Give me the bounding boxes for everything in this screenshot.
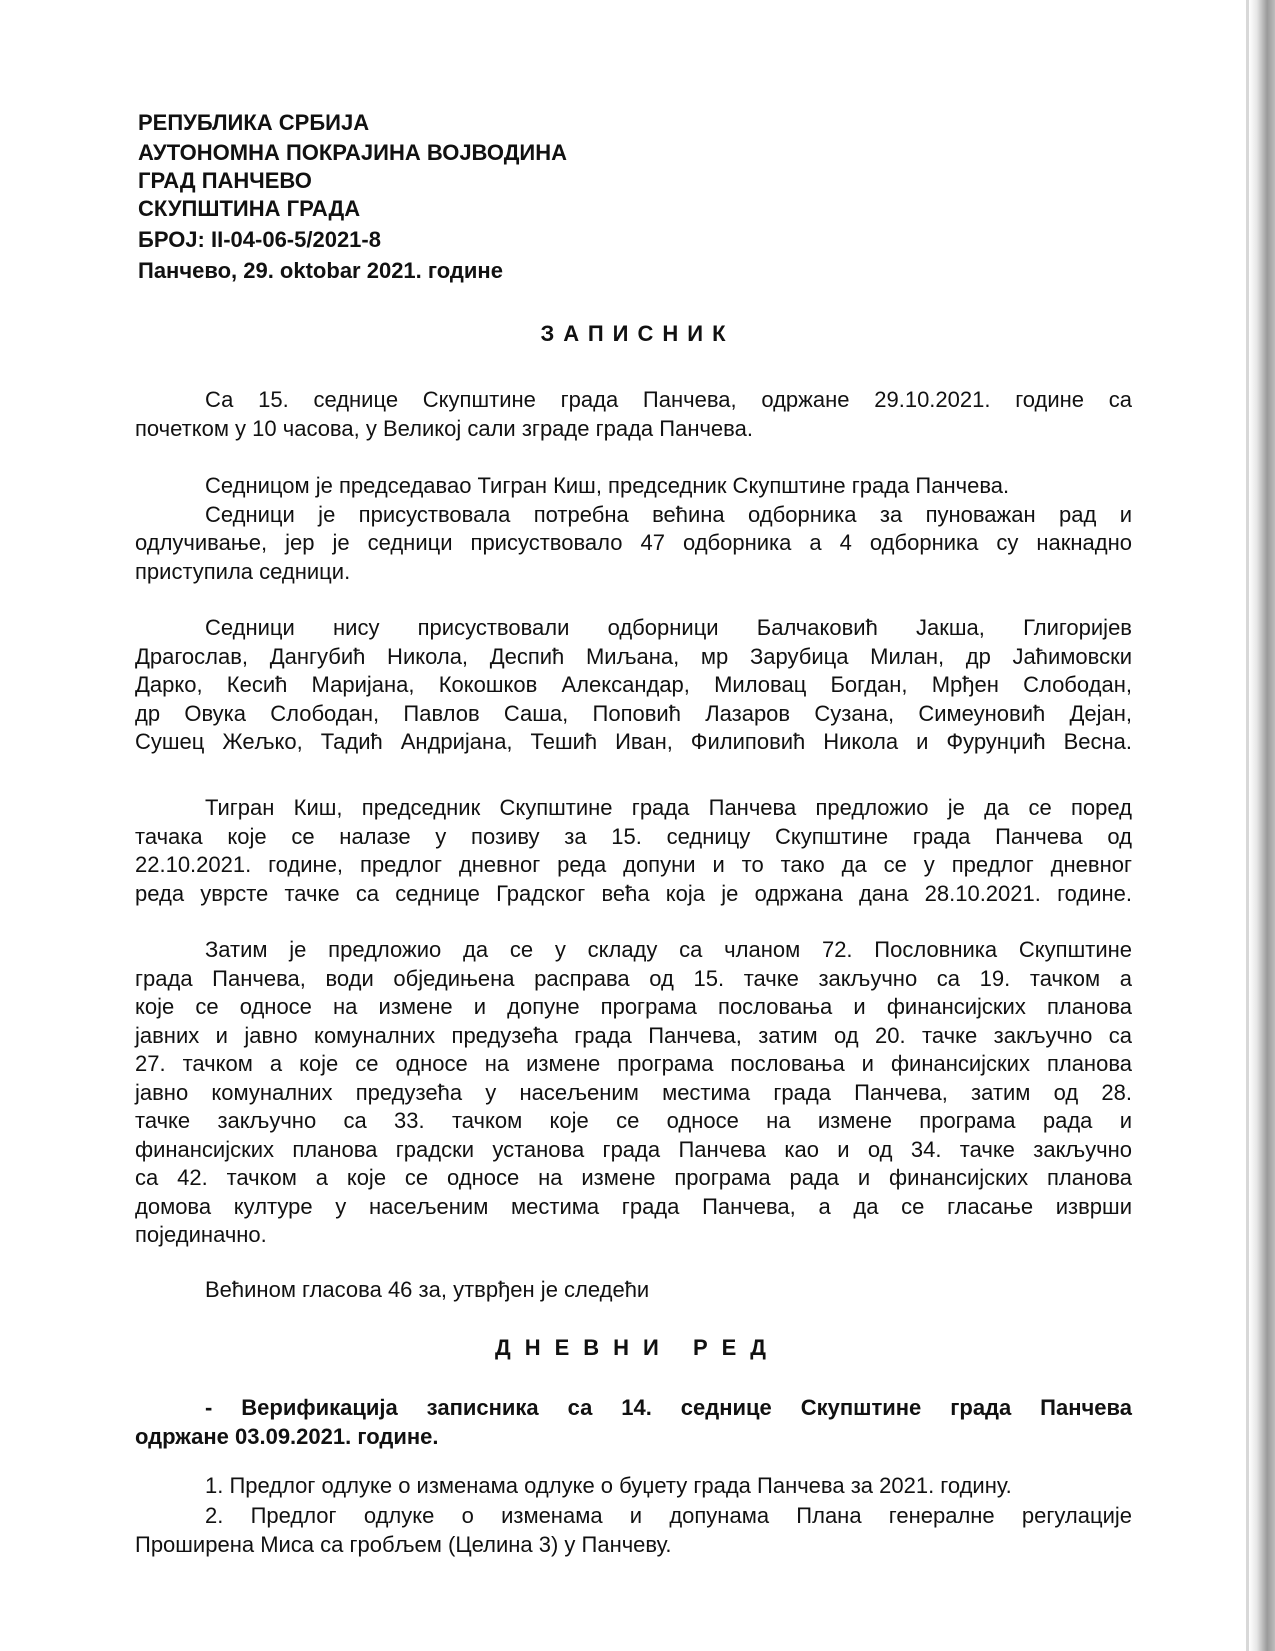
paragraph-session — [135, 386, 1132, 443]
paragraph-absent — [135, 614, 1132, 757]
text-line: Проширена Миса са гробљем (Целина 3) у Панчеву. — [135, 1531, 672, 1557]
agenda-item-1 — [135, 1472, 1132, 1501]
paragraph-joint-debate — [135, 936, 1132, 1250]
text-line: појединачно. — [135, 1222, 267, 1247]
header-line: ГРАД ПАНЧЕВО — [138, 168, 312, 193]
header-line: АУТОНОМНА ПОКРАЈИНА ВОЈВОДИНА — [138, 140, 567, 165]
text-line: јавних и јавно комуналних предузећа града Панчева, затим од 20. тачке закључно са — [135, 1022, 1132, 1048]
text-line: 22.10.2021. године, предлог дневног реда допуни и то тако да се у предлог дневног — [135, 852, 1132, 877]
agenda-verification — [135, 1394, 1132, 1451]
document-date: Панчево, 29. oktobar 2021. године — [138, 258, 503, 283]
paragraph-proposal — [135, 794, 1132, 908]
text-line: финансијских планова градски установа града Панчева као и од 34. тачке закључно — [135, 1136, 1132, 1162]
document-title: ЗАПИСНИК — [540, 321, 735, 346]
text-line: 1. Предлог одлуке о изменама одлуке о буџету града Панчева за 2021. годину. — [205, 1473, 1012, 1498]
text-line: - Верификација записника са 14. седнице Скупштине града Панчева — [205, 1395, 1132, 1420]
text-line: Седницом је председавао Тигран Киш, председник Скупштине града Панчева. — [205, 473, 1010, 498]
text-line: домова културе у насељеним местима града Панчева, а да се гласање изврши — [135, 1193, 1132, 1219]
document-number: БРОЈ: II-04-06-5/2021-8 — [138, 227, 381, 252]
text-line: почетком у 10 часова, у Великој сали зграде града Панчева. — [135, 415, 753, 441]
text-line: које се односе на измене и допуне програма пословања и финансијских планова — [135, 994, 1132, 1019]
text-line: одржане 03.09.2021. године. — [135, 1423, 439, 1449]
text-line: 2. Предлог одлуке о изменама и допунама Плана генералне регулације — [205, 1503, 1132, 1528]
text-line: Већином гласова 46 за, утврђен је следећи — [205, 1277, 650, 1302]
header-line: РЕПУБЛИКА СРБИЈА — [138, 110, 370, 135]
text-line: др Овука Слободан, Павлов Саша, Поповић Лазаров Сузана, Симеуновић Дејан, — [135, 700, 1132, 726]
text-line: приступила седници. — [135, 558, 351, 584]
agenda-title: ДНЕВНИ РЕД — [495, 1335, 780, 1360]
text-line: Седници је присуствовала потребна већина одборника за пуноважан рад и — [205, 501, 1132, 527]
text-line: Сушец Жељко, Тадић Андријана, Тешић Иван, Филиповић Никола и Фурунџић Весна. — [135, 729, 1132, 754]
text-line: Тигран Киш, председник Скупштине града Панчева предложио је да се поред — [205, 795, 1132, 820]
agenda-item-2 — [135, 1502, 1132, 1559]
paragraph-chair — [135, 472, 1132, 586]
text-line: Дарко, Кесић Маријана, Кокошков Александар, Миловац Богдан, Мрђен Слободан, — [135, 672, 1132, 697]
text-line: са 42. тачком а које се односе на измене програма рада и финансијских планова — [135, 1165, 1132, 1190]
text-line: 27. тачком а које се односе на измене програма пословања и финансијских планова — [135, 1051, 1132, 1076]
header-line: СКУПШТИНА ГРАДА — [138, 196, 361, 221]
text-line: Са 15. седнице Скупштине града Панчева, одржане 29.10.2021. године са — [205, 387, 1132, 412]
text-line: тачака које се налазе у позиву за 15. седницу Скупштине града Панчева од — [135, 823, 1132, 849]
text-line: реда уврсте тачке са седнице Градског већа која је одржана дана 28.10.2021. године. — [135, 880, 1132, 906]
paragraph-vote — [135, 1276, 1132, 1305]
text-line: Седници нису присуствовали одборници Балчаковић Јакша, Глигоријев — [205, 615, 1132, 640]
text-line: Драгослав, Дангубић Никола, Деспић Миљана, мр Зарубица Милан, др Јаћимовски — [135, 643, 1132, 669]
text-line: јавно комуналних предузећа у насељеним местима града Панчева, затим од 28. — [135, 1079, 1132, 1105]
scan-edge-shadow — [1249, 0, 1275, 1651]
text-line: одлучивање, јер је седници присуствовало 47 одборника а 4 одборника су накнадно — [135, 530, 1132, 555]
scan-edge-line — [1246, 0, 1249, 1651]
text-line: града Панчева, води обједињена расправа од 15. тачке закључно са 19. тачком а — [135, 965, 1132, 991]
text-line: Затим је предложио да се у складу са чланом 72. Пословника Скупштине — [205, 937, 1132, 962]
text-line: тачке закључно са 33. тачком које се односе на измене програма рада и — [135, 1108, 1132, 1133]
